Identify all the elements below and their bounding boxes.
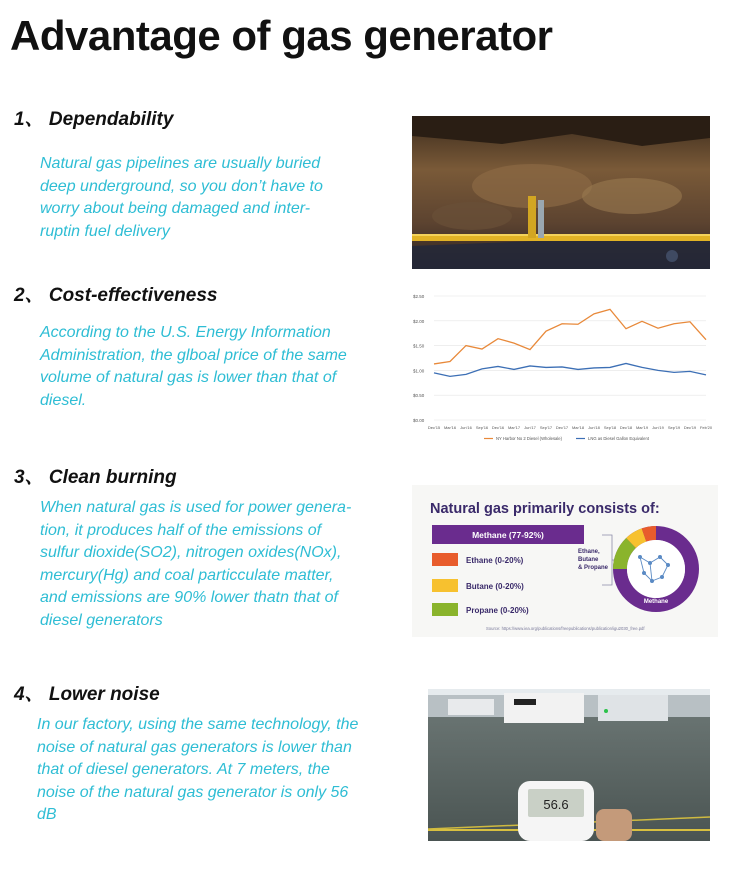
x-tick-label: Dec'19 (683, 425, 697, 430)
ethane-swatch (432, 553, 458, 566)
y-tick-label: $2.50 (413, 294, 425, 299)
x-tick-label: Sep'19 (667, 425, 681, 430)
price-chart-svg (412, 288, 712, 448)
x-tick-label: Dec'17 (555, 425, 569, 430)
x-tick-label: Dec'18 (619, 425, 633, 430)
y-tick-label: $1.00 (413, 368, 425, 374)
section-2-heading: 2、 Cost-effectiveness (14, 285, 218, 306)
composition-title: Natural gas primarily consists of: (430, 501, 660, 517)
gas-composition-infographic (412, 485, 718, 637)
series-line-1 (434, 309, 706, 364)
section-2-body: According to the U.S. Energy Information Administration, the glboal price of the same volume of natural gas is lower than that of diesel. (40, 324, 347, 409)
methane-label: Methane (77-92%) (472, 530, 544, 540)
composition-source: Source: https://www.iea.org/publications/freepublications/publication/igu2030_free.pdf (486, 626, 645, 631)
section-1-body: Natural gas pipelines are usually buried deep underground, so you don’t have to worry about being damaged and inter-ruptin fuel delivery (40, 155, 323, 240)
x-tick-label: Jun'17 (524, 425, 536, 430)
section-4-heading: 4、 Lower noise (14, 684, 160, 705)
noise-reading: 56.6 (543, 797, 569, 812)
x-tick-label: Dec'16 (491, 425, 505, 430)
x-tick-label: Jun'19 (652, 425, 664, 430)
section-3-body: When natural gas is used for power genera-tion, it produces half of the emissions of sulfur dioxide(SO2), nitrogen oxides(NOx), mercury(Hg) and coal particculate matter, and emissions are 90% lower thatn that of diesel generators (40, 499, 352, 629)
butane-swatch (432, 579, 458, 592)
x-tick-label: Sep'16 (475, 425, 489, 430)
callout-text-1: Ethane, (578, 549, 600, 555)
x-tick-label: Sep'17 (539, 425, 553, 430)
y-tick-label: $0.00 (413, 418, 425, 423)
x-tick-label: Dec'15 (427, 425, 441, 430)
donut-ethane (644, 533, 656, 535)
section-1-heading: 1、 Dependability (14, 109, 174, 130)
propane-label: Propane (0-20%) (466, 606, 529, 615)
x-tick-label: Mar'17 (507, 425, 521, 430)
x-tick-label: Mar'18 (571, 425, 585, 430)
x-tick-label: Mar'19 (635, 425, 649, 430)
legend-label-2: LNG as Diesel Gallon Equivalent (588, 436, 649, 441)
butane-label: Butane (0-20%) (466, 582, 524, 591)
pipeline-trench-photo (412, 116, 710, 269)
page-title: Advantage of gas generator (10, 12, 553, 59)
legend-label-1: NY Harbor No 2 Diesel (Wholesale) (496, 436, 563, 441)
factory-noise-photo (428, 689, 710, 841)
x-tick-label: Mar'16 (443, 425, 457, 430)
donut-butane (631, 535, 644, 543)
y-tick-label: $2.00 (413, 318, 425, 324)
pipeline-trench-illustration (412, 116, 710, 269)
callout-text-3: & Propane (578, 565, 609, 571)
x-tick-label: Jun'16 (460, 425, 472, 430)
donut-center-label: Methane (643, 599, 669, 605)
callout-text-2: Butane (578, 557, 599, 563)
section-3-heading: 3、 Clean burning (14, 467, 177, 488)
propane-swatch (432, 603, 458, 616)
price-chart (412, 288, 712, 448)
section-4-body: In our factory, using the same technology, the noise of natural gas generators is lower than that of diesel generators. At 7 meters, the noise of the natural gas generator is only 56 dB (37, 716, 359, 823)
gas-composition-svg (412, 485, 718, 637)
y-tick-label: $0.50 (413, 393, 425, 399)
y-tick-label: $1.50 (413, 343, 425, 349)
series-line-2 (434, 363, 706, 376)
ethane-label: Ethane (0-20%) (466, 556, 524, 565)
x-tick-label: Feb'20 (699, 425, 712, 430)
x-tick-label: Jun'18 (588, 425, 600, 430)
x-tick-label: Sep'18 (603, 425, 617, 430)
factory-noise-illustration (428, 689, 710, 841)
